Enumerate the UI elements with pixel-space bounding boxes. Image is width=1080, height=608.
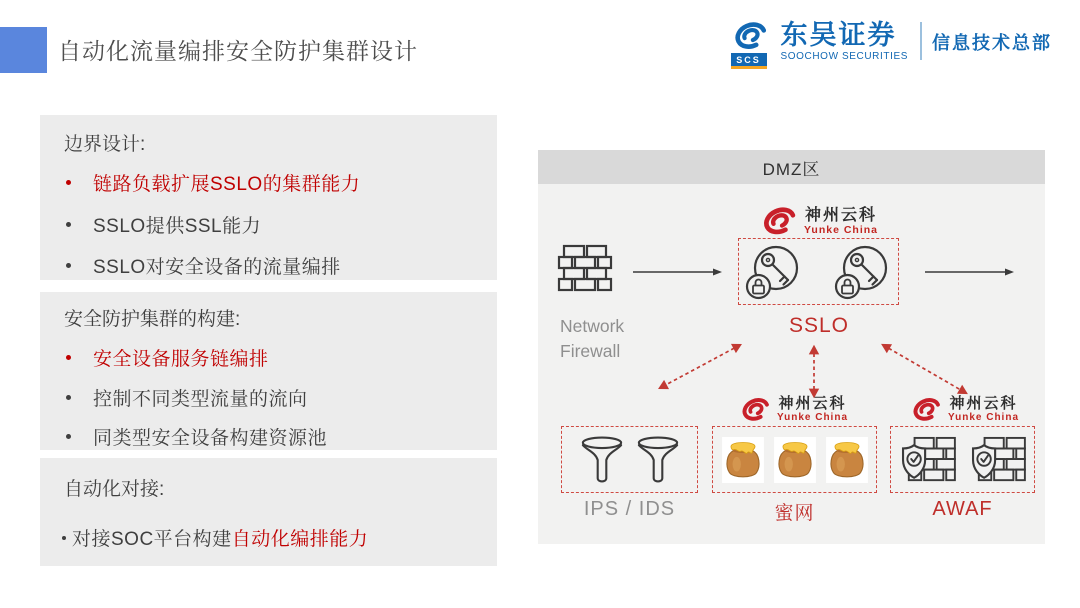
scs-badge: SCS (731, 53, 767, 66)
honeynet-cluster-box (712, 426, 877, 493)
bullet-text: 链路负载扩展SSLO的集群能力 (93, 174, 361, 195)
bullet-dot (66, 263, 71, 268)
honeypot-icon (774, 437, 816, 483)
bullet-dot (66, 395, 71, 400)
scs-badge-underline (731, 66, 767, 69)
yunke-logo: 神州云科 Yunke China (719, 394, 869, 424)
brand-name-cn: 东吴证券 (780, 20, 897, 50)
bullet-item (66, 169, 360, 196)
bullet-highlight: 自动化编排能力 (231, 529, 369, 550)
sslo-label: SSLO (788, 314, 850, 337)
panel-automation (40, 458, 497, 566)
bullet-text: 同类型安全设备构建资源池 (93, 428, 328, 449)
panel-border-design (40, 115, 497, 280)
soochow-swirl-icon (729, 20, 775, 72)
panel-heading: 边界设计: (64, 134, 146, 155)
panel-cluster-build (40, 292, 497, 450)
honeypot-icon (826, 437, 868, 483)
awaf-cluster-box (890, 426, 1035, 493)
funnel-icon (580, 435, 624, 485)
bullet-item (66, 344, 269, 371)
bullet-item (66, 423, 327, 450)
dmz-zone-header: DMZ区 (538, 150, 1045, 184)
network-firewall-label: Network Firewall (560, 316, 625, 362)
yunke-name-cn: 神州云科 (804, 206, 877, 224)
awaf-label: AWAF (932, 498, 993, 520)
bullet-text: 安全设备服务链编排 (93, 349, 269, 370)
yunke-name-en: Yunke China (803, 223, 878, 236)
bullet-dot (66, 355, 71, 360)
department-label: 信息技术总部 (932, 33, 1052, 53)
bullet-item (66, 252, 341, 279)
funnel-icon (636, 435, 680, 485)
bullet-text: SSLO提供SSL能力 (93, 216, 262, 237)
brand-name-en: SOOCHOW SECURITIES (780, 51, 908, 62)
honeynet-label: 蜜网 (774, 503, 815, 524)
yunke-swirl-icon (911, 396, 943, 423)
title-accent-block (0, 27, 47, 73)
brand-divider (920, 22, 922, 60)
bullet-text: SSLO对安全设备的流量编排 (93, 257, 341, 278)
bullet-text: 控制不同类型流量的流向 (93, 389, 308, 410)
bullet-dot (62, 536, 66, 540)
bullet-text: 对接SOC平台构建自动化编排能力 (72, 529, 369, 550)
yunke-swirl-icon (740, 396, 772, 423)
waf-shield-icon (967, 436, 1029, 484)
bullet-item (66, 384, 308, 411)
bullet-item (66, 211, 261, 238)
company-logo (729, 20, 1052, 72)
ips-ids-label: IPS / IDS (583, 498, 676, 520)
panel-heading: 自动化对接: (64, 479, 165, 500)
waf-shield-icon (897, 436, 959, 484)
ips-ids-cluster-box (561, 426, 698, 493)
bullet-dot (66, 222, 71, 227)
yunke-logo: 神州云科 Yunke China (890, 394, 1040, 424)
bullet-dot (66, 180, 71, 185)
honeypot-icon (722, 437, 764, 483)
bullet-item (62, 524, 368, 551)
bullet-dot (66, 434, 71, 439)
panel-heading: 安全防护集群的构建: (64, 309, 241, 330)
page-title: 自动化流量编排安全防护集群设计 (58, 38, 418, 64)
